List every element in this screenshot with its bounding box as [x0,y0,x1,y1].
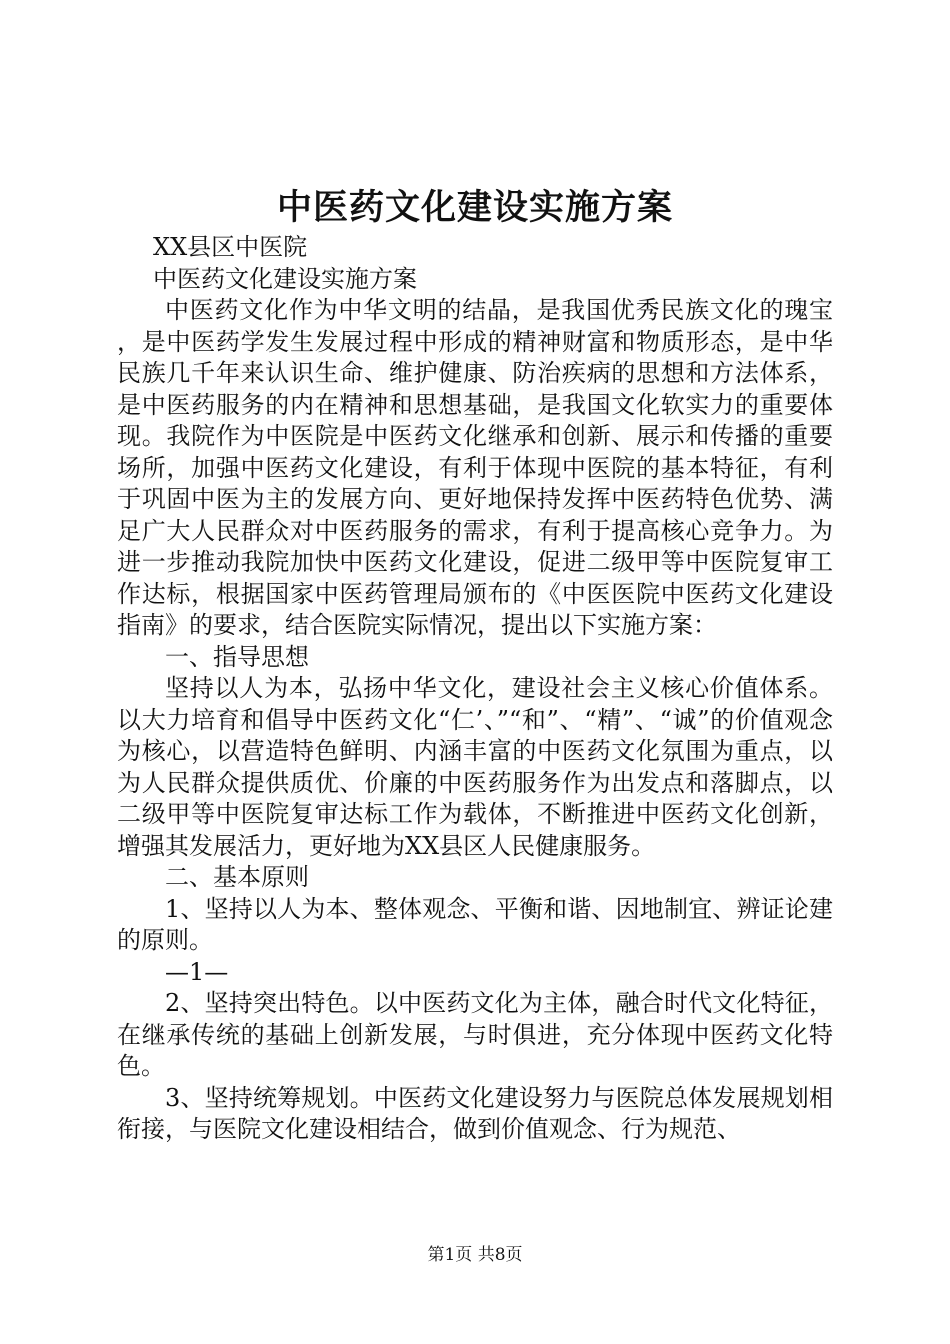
section-heading-guiding-ideology: 一、指导思想 [165,642,309,671]
subtitle: 中医药文化建设实施方案 [153,264,417,293]
section-heading-basic-principles: 二、基本原则 [165,863,309,891]
principle-item-3: 3、坚持统筹规划。中医药文化建设努力与医院总体发展规划相衔接，与医院文化建设相结合，做到价值观念、行为规范、 [117,1083,833,1143]
hospital-name: XX县区中医院 [153,233,308,261]
document-body [117,232,833,1146]
document-title: 中医药文化建设实施方案 [276,187,673,228]
page-footer: 第1页 共8页 [427,1245,523,1265]
guiding-ideology-paragraph: 坚持以人为本，弘扬中华文化，建设社会主义核心价值体系。以大力培育和倡导中医药文化“仁’、”“和”、“精”、“诚”的价值观念为核心，以营造特色鲜明、内涵丰富的中医药文化氛围为重点，以为人民群众提供质优、价廉的中医药服务作为出发点和落脚点，以二级甲等中医院复审达标工作为载体，不断推进中医药文化创新，增强其发展活力，更好地为XX县区人民健康服务。 [117,674,833,860]
principle-item-2: 2、坚持突出特色。以中医药文化为主体，融合时代文化特征，在继承传统的基础上创新发展，与时俱进，充分体现中医药文化特色。 [117,989,833,1080]
intro-paragraph: 中医药文化作为中华文明的结晶，是我国优秀民族文化的瑰宝，是中医药学发生发展过程中形成的精神财富和物质形态，是中华民族几千年来认识生命、维护健康、防治疾病的思想和方法体系，是中医药服务的内在精神和思想基础，是我国文化软实力的重要体现。我院作为中医院是中医药文化继承和创新、展示和传播的重要场所，加强中医药文化建设，有利于体现中医院的基本特征，有利于巩固中医为主的发展方向、更好地保持发挥中医药特色优势、满足广大人民群众对中医药服务的需求，有利于提高核心竞争力。为进一步推动我院加快中医药文化建设，促进二级甲等中医院复审工作达标，根据国家中医药管理局颁布的《中医医院中医药文化建设指南》的要求，结合医院实际情况，提出以下实施方案： [117,296,833,639]
inline-page-marker: —1— [165,957,229,986]
principle-item-1: 1、坚持以人为本、整体观念、平衡和谐、因地制宜、辨证论建的原则。 [117,894,833,954]
